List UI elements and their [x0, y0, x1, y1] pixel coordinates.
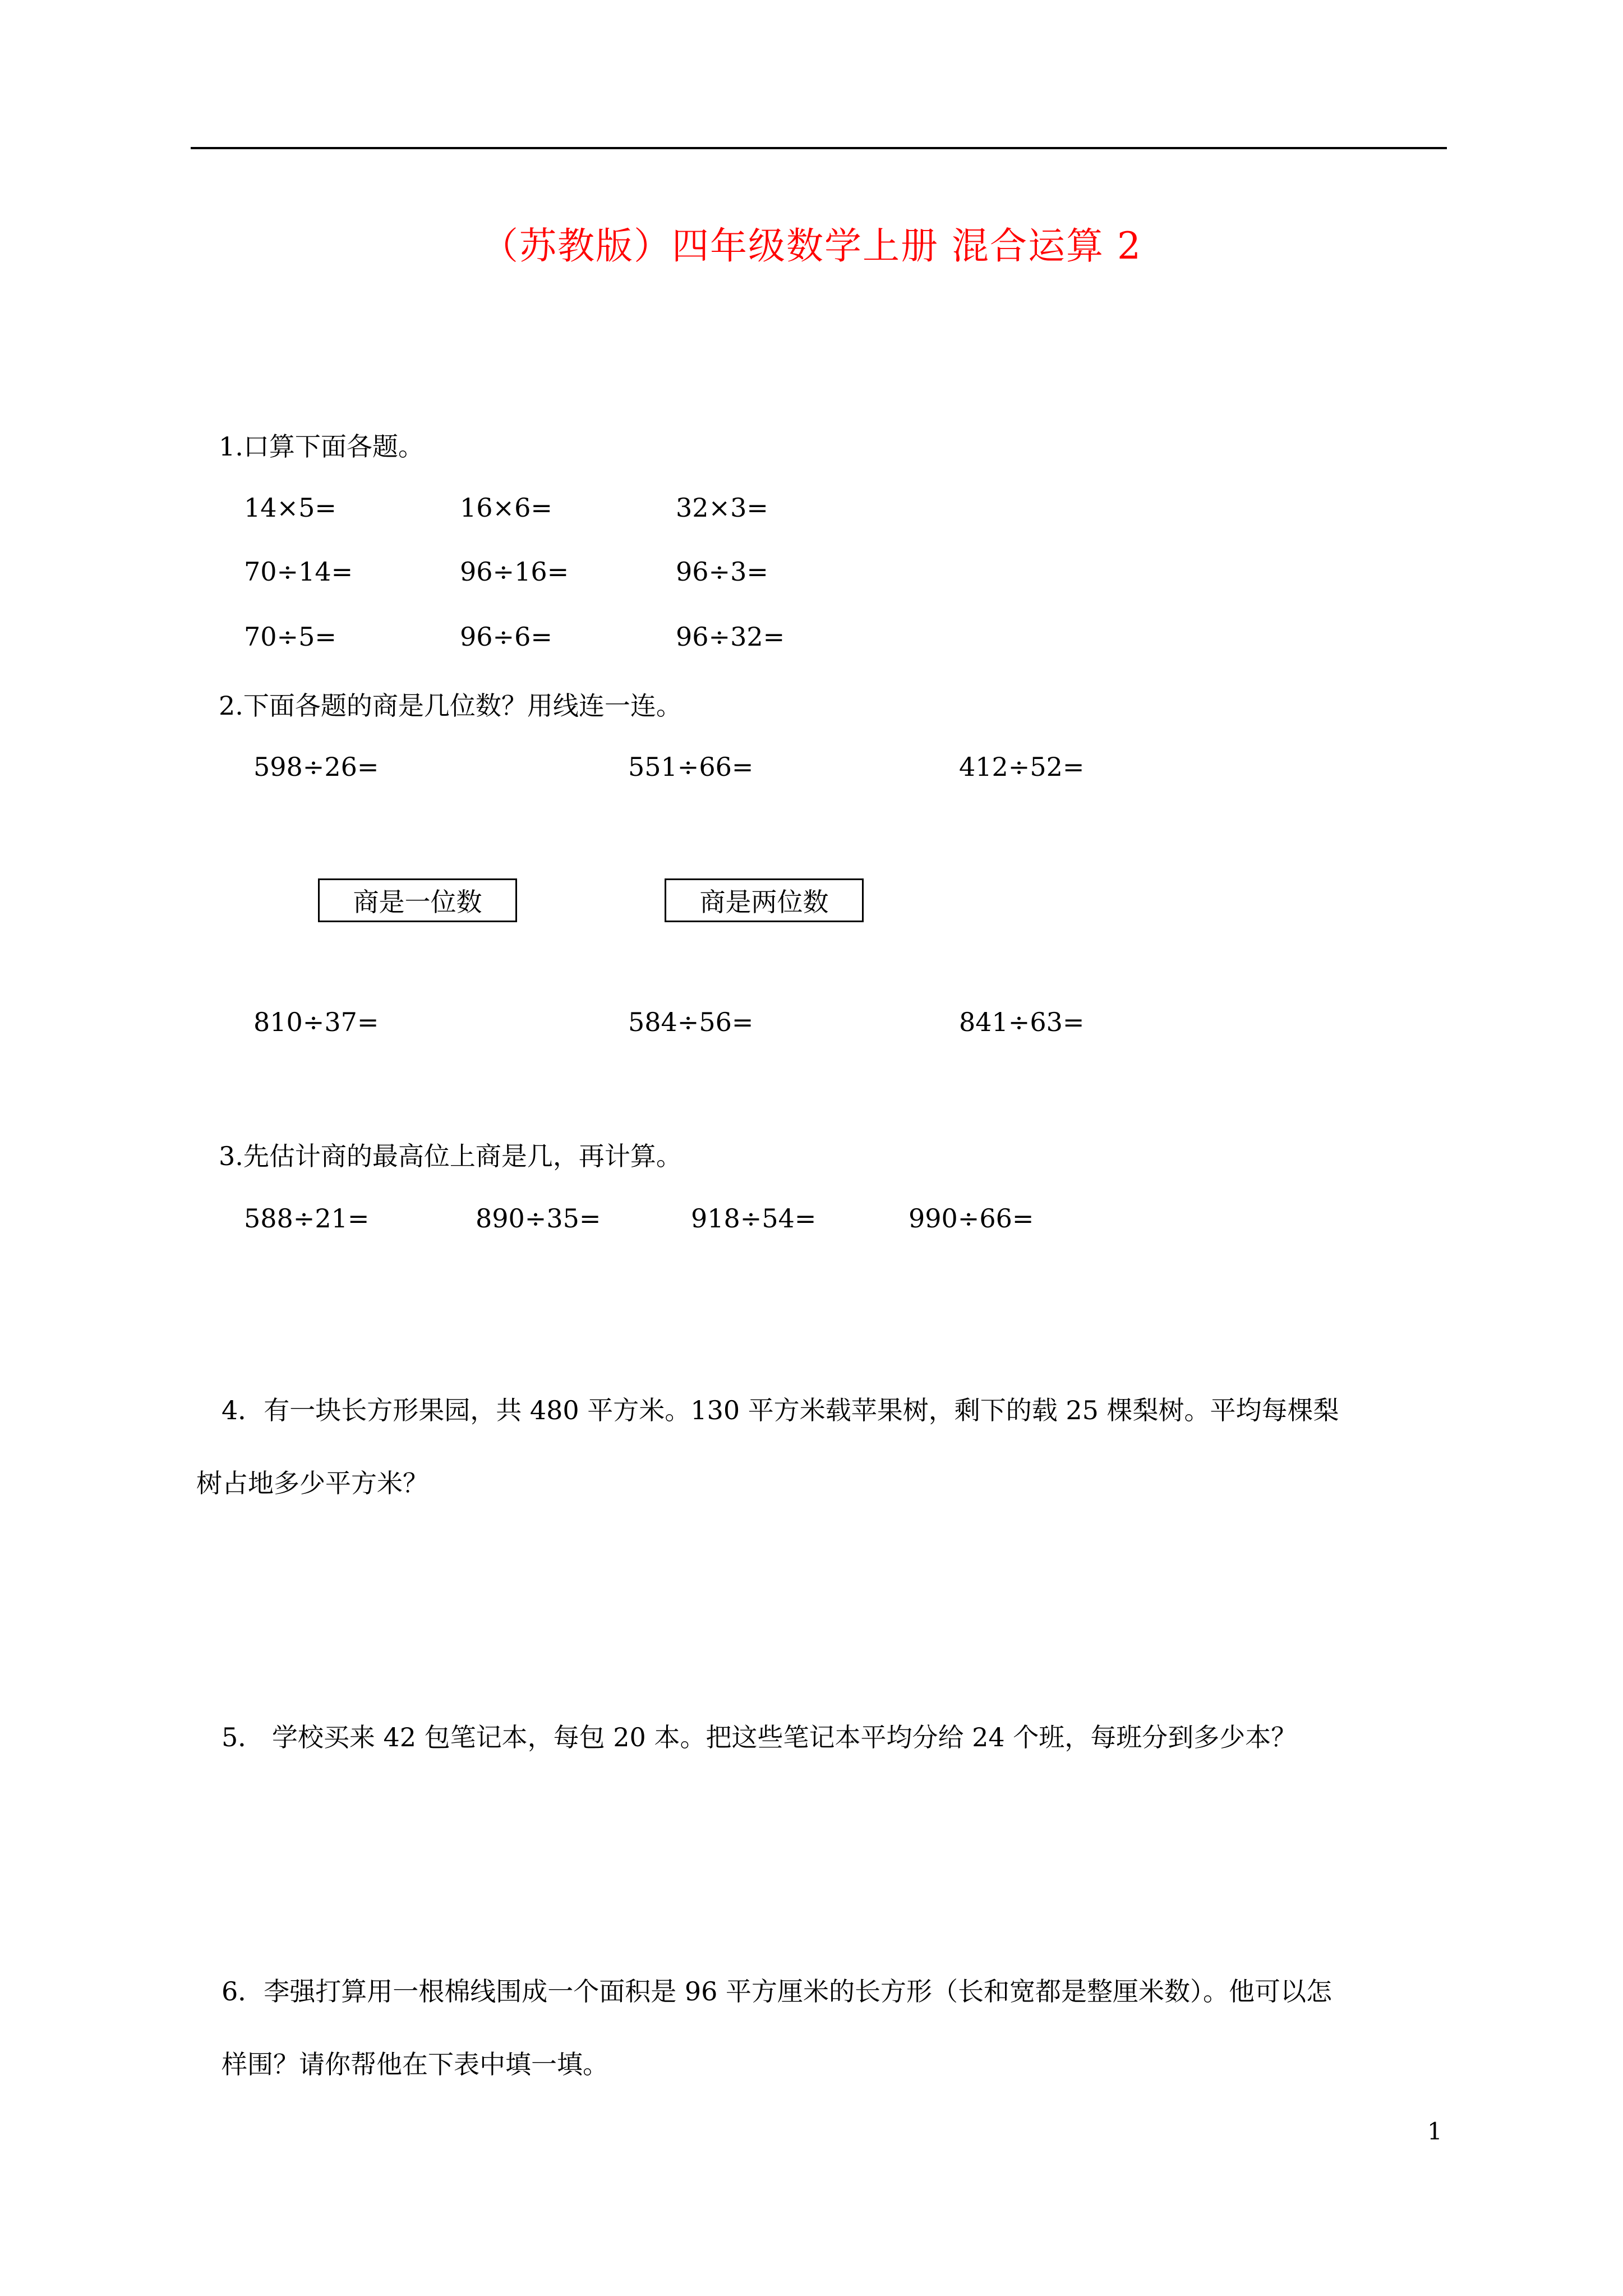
q2-expr-bottom: 841÷63= — [959, 1007, 1085, 1037]
q2-expr-top: 412÷52= — [959, 752, 1085, 782]
q3-expr: 588÷21= — [244, 1203, 370, 1234]
q2-expr-bottom: 810÷37= — [253, 1007, 379, 1037]
answer-box-one-digit: 商是一位数 — [318, 878, 517, 922]
q6-text-line2: 样围？请你帮他在下表中填一填。 — [222, 2049, 608, 2079]
q4-text-line1: 4．有一块长方形果园，共 480 平方米。130 平方米载苹果树，剩下的载 25 棵梨树。平均每棵梨 — [222, 1395, 1339, 1425]
q1-expr: 96÷3= — [676, 556, 768, 587]
q1-expr: 70÷14= — [244, 556, 353, 587]
q5-text: 5． 学校买来 42 包笔记本，每包 20 本。把这些笔记本平均分给 24 个班，每班分到多少本？ — [222, 1722, 1297, 1752]
q2-expr-top: 598÷26= — [253, 752, 379, 782]
q1-expr: 96÷32= — [676, 622, 785, 652]
q2-heading: 2.下面各题的商是几位数？用线连一连。 — [219, 691, 682, 721]
q6-text-line1: 6．李强打算用一根棉线围成一个面积是 96 平方厘米的长方形（长和宽都是整厘米数）。他可以怎 — [222, 1976, 1332, 2007]
page-title: （苏教版）四年级数学上册 混合运算 2 — [481, 224, 1142, 268]
answer-box-two-digit: 商是两位数 — [665, 878, 864, 922]
q3-expr: 890÷35= — [476, 1203, 601, 1234]
q1-expr: 16×6= — [460, 493, 552, 523]
q4-text-line2: 树占地多少平方米？ — [196, 1468, 428, 1498]
q2-expr-top: 551÷66= — [628, 752, 754, 782]
q1-expr: 96÷16= — [460, 556, 569, 587]
header-rule — [191, 147, 1447, 149]
page-number: 1 — [1427, 2118, 1442, 2145]
q1-expr: 32×3= — [676, 493, 768, 523]
q2-expr-bottom: 584÷56= — [628, 1007, 754, 1037]
q1-heading: 1.口算下面各题。 — [219, 431, 424, 462]
q3-heading: 3.先估计商的最高位上商是几，再计算。 — [219, 1141, 682, 1171]
q3-expr: 918÷54= — [691, 1203, 817, 1234]
q1-expr: 96÷6= — [460, 622, 552, 652]
q1-expr: 70÷5= — [244, 622, 336, 652]
q3-expr: 990÷66= — [909, 1203, 1034, 1234]
q1-expr: 14×5= — [244, 493, 336, 523]
